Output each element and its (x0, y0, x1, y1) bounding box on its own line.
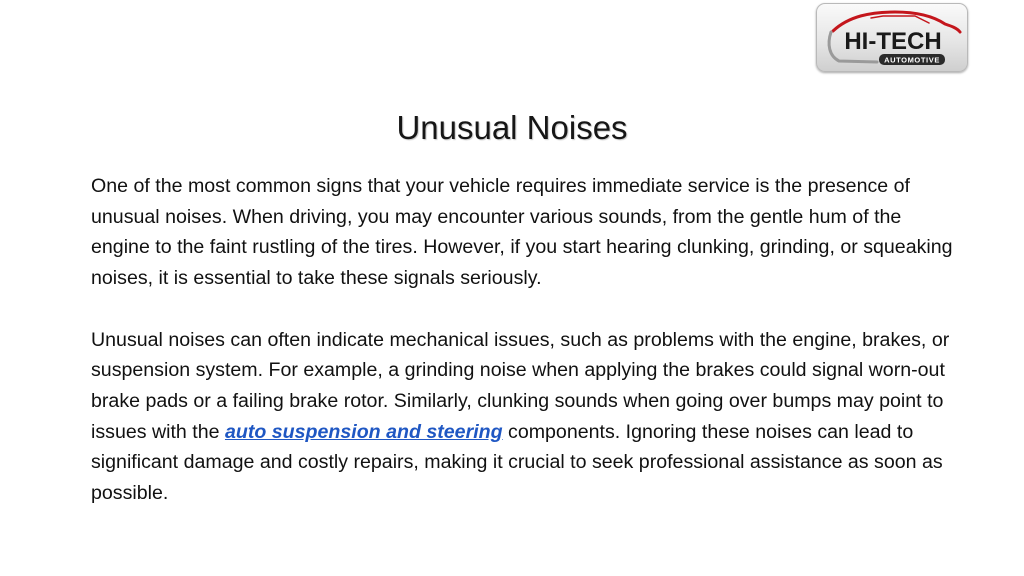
slide-body (91, 171, 961, 509)
car-logo-icon (817, 4, 968, 72)
company-logo (816, 3, 968, 72)
slide-title: Unusual Noises (396, 109, 628, 146)
auto-suspension-link[interactable]: auto suspension and steering (224, 420, 503, 443)
paragraph-2-lead: Unusual noises can often indicate mechanical issues, such as problems with the engine, brakes, or suspension system. For example, a grinding noise when applying the brakes could signal worn-out brake pads or a failing brake rotor. Similarly, clunking sounds when going over bumps may point to issues with the (91, 328, 950, 443)
paragraph-2-tail: components. Ignoring these noises can lead to significant damage and costly repairs, making it crucial to seek professional assistance as soon as possible. (91, 420, 943, 505)
logo-tagline: AUTOMOTIVE (884, 55, 940, 65)
paragraph-1: One of the most common signs that your vehicle requires immediate service is the presence of unusual noises. When driving, you may encounter various sounds, from the gentle hum of the engine to the faint rustling of the tires. However, if you start hearing clunking, grinding, or squeaking noises, it is essential to take these signals seriously. (91, 175, 953, 290)
paragraph-2 (91, 325, 961, 509)
logo-wordmark: HI-TECH (844, 28, 942, 55)
